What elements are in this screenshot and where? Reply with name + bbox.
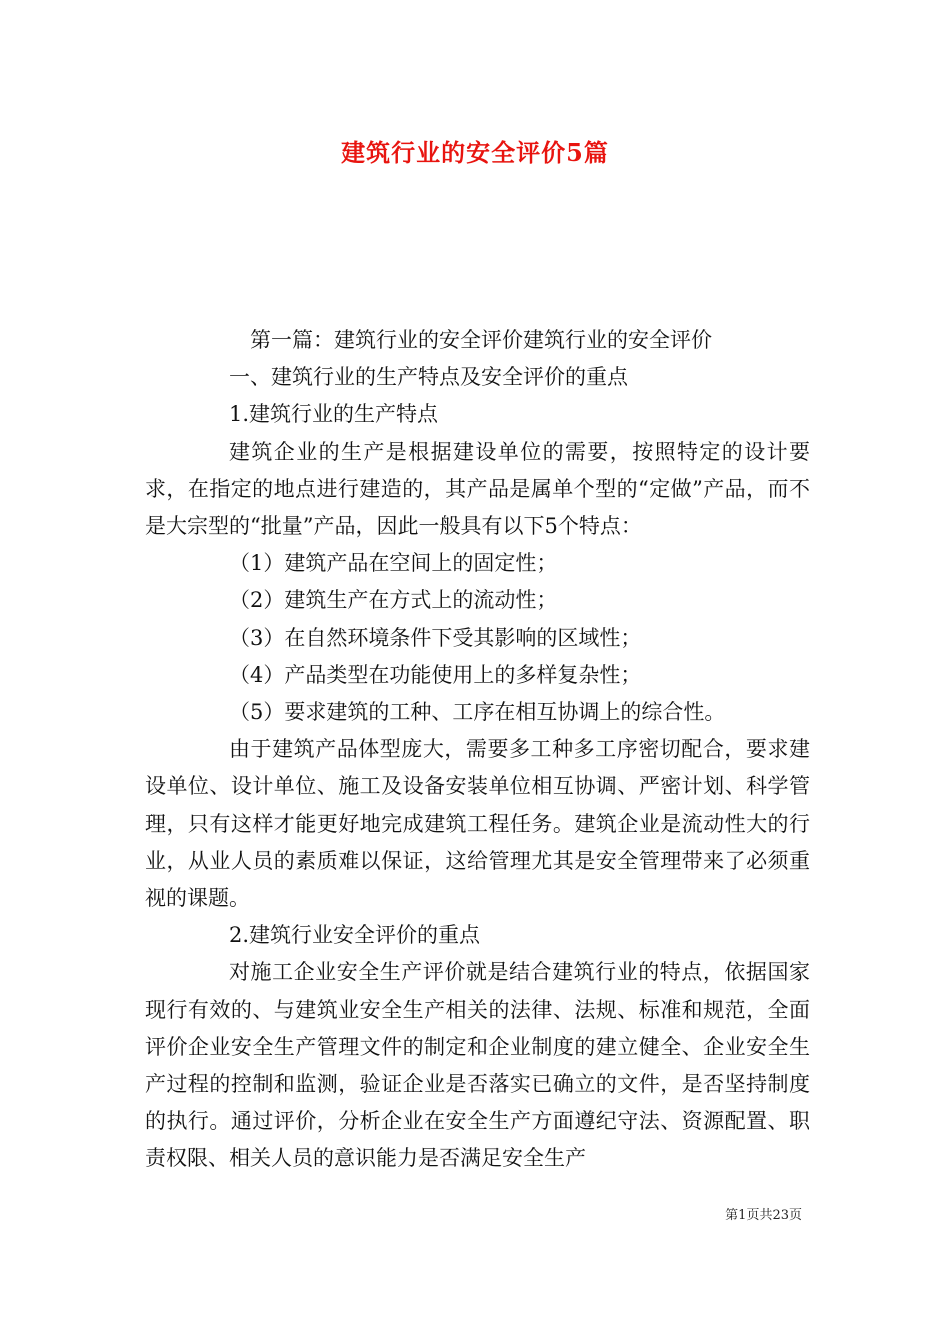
paragraph: 由于建筑产品体型庞大，需要多工种多工序密切配合，要求建设单位、设计单位、施工及设备安装单位相互协调、严密计划、科学管理，只有这样才能更好地完成建筑工程任务。建筑企业是流动性大的行业，从业人员的素质难以保证，这给管理尤其是安全管理带来了必须重视的课题。 bbox=[145, 737, 810, 911]
paragraph: 建筑企业的生产是根据建设单位的需要，按照特定的设计要求，在指定的地点进行建造的，其产品是属单个型的“定做”产品，而不是大宗型的“批量”产品，因此一般具有以下5个特点： bbox=[145, 439, 810, 539]
list-item: （3）在自然环境条件下受其影响的区域性； bbox=[229, 625, 642, 650]
subsection-heading: 1.建筑行业的生产特点 bbox=[229, 402, 439, 427]
list-item: （2）建筑生产在方式上的流动性； bbox=[229, 588, 558, 613]
list-item: （5）要求建筑的工种、工序在相互协调上的综合性。 bbox=[229, 700, 726, 725]
page-title: 建筑行业的安全评价5篇 bbox=[341, 138, 609, 167]
page-number: 第1页共23页 bbox=[725, 1208, 802, 1223]
document-body bbox=[145, 322, 810, 1178]
subsection-heading: 2.建筑行业安全评价的重点 bbox=[229, 923, 481, 948]
list-item: （4）产品类型在功能使用上的多样复杂性； bbox=[229, 662, 642, 687]
section-heading: 一、建筑行业的生产特点及安全评价的重点 bbox=[229, 365, 628, 390]
paragraph: 对施工企业安全生产评价就是结合建筑行业的特点，依据国家现行有效的、与建筑业安全生产相关的法律、法规、标准和规范，全面评价企业安全生产管理文件的制定和企业制度的建立健全、企业安全生产过程的控制和监测，验证企业是否落实已确立的文件，是否坚持制度的执行。通过评价，分析企业在安全生产方面遵纪守法、资源配置、职责权限、相关人员的意识能力是否满足安全生产 bbox=[145, 960, 810, 1171]
list-item: （1）建筑产品在空间上的固定性； bbox=[229, 551, 558, 576]
chapter-heading: 第一篇：建筑行业的安全评价建筑行业的安全评价 bbox=[250, 328, 712, 352]
